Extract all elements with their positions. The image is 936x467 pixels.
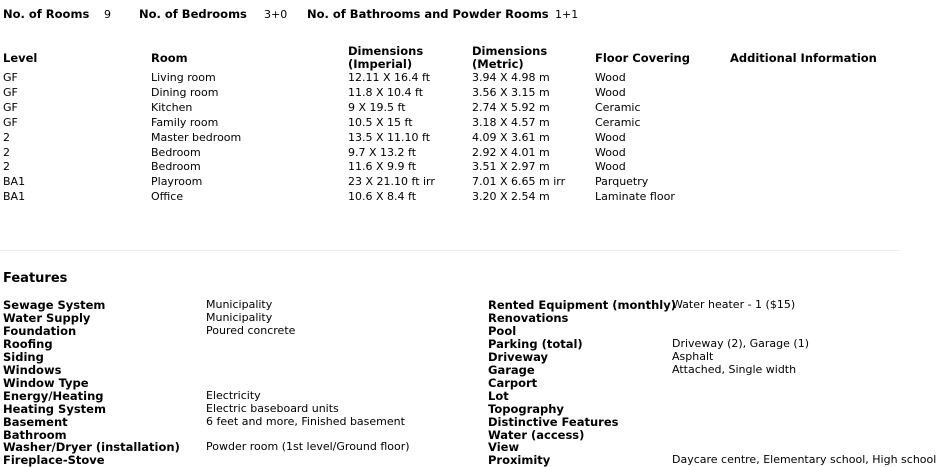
feature-label: Windows (3, 362, 62, 377)
cell-dimensions-metric: 4.09 X 3.61 m (472, 130, 550, 144)
table-row (0, 160, 900, 175)
feature-value: Driveway (2), Garage (1) (672, 336, 810, 350)
header-level: Level (3, 51, 38, 65)
feature-label: Siding (3, 349, 44, 364)
feature-label: Lot (488, 388, 509, 403)
feature-label: Distinctive Features (488, 414, 619, 429)
rooms-count-label: No. of Rooms (3, 7, 90, 21)
feature-label: Basement (3, 414, 68, 429)
feature-label: Sewage System (3, 298, 106, 312)
cell-room: Office (151, 190, 184, 204)
cell-dimensions-metric: 3.51 X 2.97 m (472, 160, 550, 174)
feature-label: Water Supply (3, 310, 91, 325)
cell-dimensions-metric: 7.01 X 6.65 m irr (472, 175, 566, 189)
bathrooms-count-label: No. of Bathrooms and Powder Rooms (307, 7, 549, 21)
feature-label: Proximity (488, 453, 551, 467)
cell-dimensions-metric: 2.74 X 5.92 m (472, 100, 550, 114)
cell-level: BA1 (3, 190, 26, 204)
header-floor-covering: Floor Covering (595, 51, 690, 65)
cell-level: GF (3, 100, 18, 114)
feature-label: Rented Equipment (monthly) (488, 298, 676, 312)
feature-label: View (488, 440, 520, 455)
header-dimensions-imperial: Dimensions (Imperial) (348, 44, 424, 71)
feature-label: Heating System (3, 401, 106, 416)
cell-level: 2 (3, 145, 10, 159)
cell-dimensions-imperial: 23 X 21.10 ft irr (348, 175, 435, 189)
bathrooms-count-value: 1+1 (555, 8, 579, 21)
table-row (0, 146, 900, 161)
cell-level: GF (3, 71, 18, 84)
feature-value: Poured concrete (206, 323, 296, 337)
cell-dimensions-metric: 3.94 X 4.98 m (472, 71, 550, 84)
feature-value: 6 feet and more, Finished basement (206, 414, 405, 428)
table-row (0, 175, 900, 190)
feature-value: Asphalt (672, 349, 714, 363)
cell-floor-covering: Wood (595, 160, 626, 174)
table-row (0, 101, 900, 116)
cell-floor-covering: Laminate floor (595, 190, 675, 204)
cell-level: 2 (3, 160, 10, 174)
feature-label: Window Type (3, 375, 89, 390)
feature-label: Fireplace-Stove (3, 453, 105, 467)
rooms-count-value: 9 (104, 8, 111, 21)
feature-value: Municipality (206, 298, 273, 311)
header-room: Room (151, 51, 188, 65)
feature-value: Attached, Single width (672, 362, 797, 376)
cell-room: Dining room (151, 85, 219, 99)
table-row (0, 131, 900, 146)
feature-label: Garage (488, 362, 535, 377)
header-additional-information: Additional Information (730, 51, 877, 65)
header-dimensions-metric: Dimensions (Metric) (472, 44, 548, 71)
cell-dimensions-imperial: 9.7 X 13.2 ft (348, 145, 417, 159)
bedrooms-count-value: 3+0 (264, 8, 288, 21)
cell-dimensions-imperial: 9 X 19.5 ft (348, 100, 406, 114)
feature-label: Water (access) (488, 427, 585, 442)
table-row (0, 71, 900, 86)
cell-dimensions-metric: 3.20 X 2.54 m (472, 190, 550, 204)
cell-dimensions-imperial: 12.11 X 16.4 ft (348, 71, 431, 84)
cell-room: Living room (151, 71, 216, 84)
feature-value: Water heater - 1 ($15) (672, 298, 796, 311)
cell-level: BA1 (3, 175, 26, 189)
cell-level: GF (3, 85, 18, 99)
feature-label: Renovations (488, 310, 569, 325)
table-row (0, 190, 900, 205)
cell-floor-covering: Ceramic (595, 115, 641, 129)
feature-value: Municipality (206, 310, 273, 324)
feature-value: Daycare centre, Elementary school, High school (672, 453, 936, 467)
cell-level: 2 (3, 130, 10, 144)
cell-floor-covering: Wood (595, 145, 626, 159)
feature-value: Powder room (1st level/Ground floor) (206, 440, 410, 454)
feature-label: Carport (488, 375, 538, 390)
cell-room: Kitchen (151, 100, 193, 114)
feature-label: Pool (488, 323, 517, 338)
cell-floor-covering: Wood (595, 71, 626, 84)
cell-dimensions-metric: 3.18 X 4.57 m (472, 115, 550, 129)
feature-value: Electricity (206, 388, 261, 402)
cell-room: Master bedroom (151, 130, 242, 144)
cell-dimensions-imperial: 11.6 X 9.9 ft (348, 160, 417, 174)
table-row (0, 86, 900, 101)
feature-label: Parking (total) (488, 336, 583, 351)
feature-label: Foundation (3, 323, 77, 338)
features-title: Features (3, 271, 68, 286)
cell-floor-covering: Wood (595, 130, 626, 144)
cell-room: Playroom (151, 175, 203, 189)
cell-floor-covering: Ceramic (595, 100, 641, 114)
cell-room: Family room (151, 115, 219, 129)
feature-label: Driveway (488, 349, 548, 364)
cell-dimensions-imperial: 11.8 X 10.4 ft (348, 85, 424, 99)
cell-dimensions-imperial: 13.5 X 11.10 ft (348, 130, 431, 144)
table-row (0, 116, 900, 131)
cell-dimensions-imperial: 10.5 X 15 ft (348, 115, 413, 129)
cell-floor-covering: Parquetry (595, 175, 649, 189)
feature-label: Energy/Heating (3, 388, 104, 403)
cell-dimensions-metric: 2.92 X 4.01 m (472, 145, 550, 159)
cell-floor-covering: Wood (595, 85, 626, 99)
feature-label: Roofing (3, 336, 53, 351)
feature-label: Washer/Dryer (installation) (3, 440, 180, 455)
cell-dimensions-imperial: 10.6 X 8.4 ft (348, 190, 417, 204)
feature-label: Bathroom (3, 427, 67, 442)
cell-level: GF (3, 115, 18, 129)
bedrooms-count-label: No. of Bedrooms (139, 7, 247, 21)
feature-label: Topography (488, 401, 564, 416)
cell-dimensions-metric: 3.56 X 3.15 m (472, 85, 550, 99)
cell-room: Bedroom (151, 160, 201, 174)
section-divider (0, 250, 900, 251)
feature-value: Electric baseboard units (206, 401, 339, 415)
cell-room: Bedroom (151, 145, 201, 159)
